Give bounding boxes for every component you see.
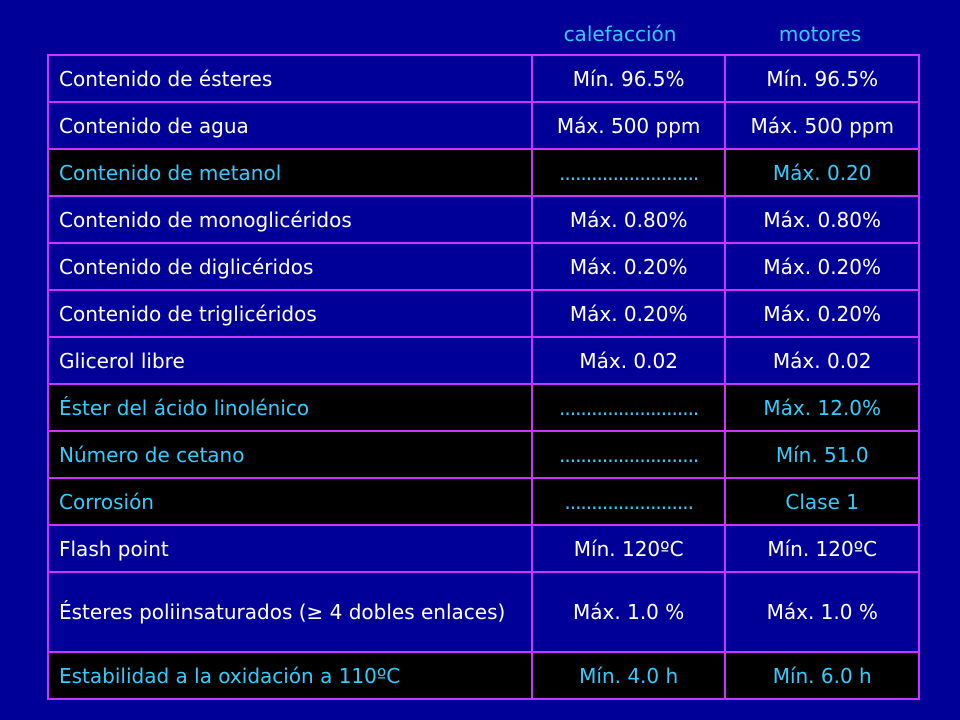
biodiesel-spec-table <box>47 54 920 700</box>
motores-cell: Mín. 6.0 h <box>725 652 919 699</box>
table-row <box>48 478 919 525</box>
calefaccion-cell: Máx. 0.80% <box>532 196 726 243</box>
calefaccion-cell: .......................... <box>532 431 726 478</box>
param-cell: Contenido de diglicéridos <box>48 243 532 290</box>
param-cell: Contenido de metanol <box>48 149 532 196</box>
table-row <box>48 243 919 290</box>
table-row <box>48 290 919 337</box>
param-cell: Número de cetano <box>48 431 532 478</box>
motores-cell: Máx. 0.20% <box>725 243 919 290</box>
calefaccion-cell: ........................ <box>532 478 726 525</box>
calefaccion-cell: .......................... <box>532 149 726 196</box>
param-cell: Éster del ácido linolénico <box>48 384 532 431</box>
motores-cell: Máx. 0.80% <box>725 196 919 243</box>
param-cell: Ésteres poliinsaturados (≥ 4 dobles enlaces) <box>48 572 532 652</box>
calefaccion-cell: Máx. 0.20% <box>532 243 726 290</box>
calefaccion-cell: Máx. 0.20% <box>532 290 726 337</box>
calefaccion-cell: Máx. 1.0 % <box>532 572 726 652</box>
motores-cell: Máx. 500 ppm <box>725 102 919 149</box>
motores-cell: Máx. 0.02 <box>725 337 919 384</box>
table-row <box>48 149 919 196</box>
calefaccion-cell: Mín. 4.0 h <box>532 652 726 699</box>
calefaccion-cell: Máx. 500 ppm <box>532 102 726 149</box>
table-row <box>48 196 919 243</box>
motores-cell: Máx. 12.0% <box>725 384 919 431</box>
param-cell: Contenido de monoglicéridos <box>48 196 532 243</box>
param-cell: Contenido de triglicéridos <box>48 290 532 337</box>
motores-cell: Clase 1 <box>725 478 919 525</box>
motores-cell: Mín. 120ºC <box>725 525 919 572</box>
calefaccion-cell: .......................... <box>532 384 726 431</box>
calefaccion-cell: Mín. 120ºC <box>532 525 726 572</box>
motores-cell: Mín. 51.0 <box>725 431 919 478</box>
table-row <box>48 525 919 572</box>
motores-cell: Máx. 1.0 % <box>725 572 919 652</box>
param-cell: Corrosión <box>48 478 532 525</box>
calefaccion-cell: Máx. 0.02 <box>532 337 726 384</box>
table-row <box>48 337 919 384</box>
motores-cell: Mín. 96.5% <box>725 55 919 102</box>
param-cell: Estabilidad a la oxidación a 110ºC <box>48 652 532 699</box>
motores-cell: Máx. 0.20% <box>725 290 919 337</box>
table-row <box>48 652 919 699</box>
param-cell: Contenido de ésteres <box>48 55 532 102</box>
table-row <box>48 431 919 478</box>
table-row <box>48 55 919 102</box>
table-row <box>48 102 919 149</box>
header-motores: motores <box>778 22 862 46</box>
param-cell: Contenido de agua <box>48 102 532 149</box>
param-cell: Flash point <box>48 525 532 572</box>
table-row <box>48 384 919 431</box>
table-row <box>48 572 919 652</box>
param-cell: Glicerol libre <box>48 337 532 384</box>
calefaccion-cell: Mín. 96.5% <box>532 55 726 102</box>
motores-cell: Máx. 0.20 <box>725 149 919 196</box>
header-calefaccion: calefacción <box>563 22 677 46</box>
